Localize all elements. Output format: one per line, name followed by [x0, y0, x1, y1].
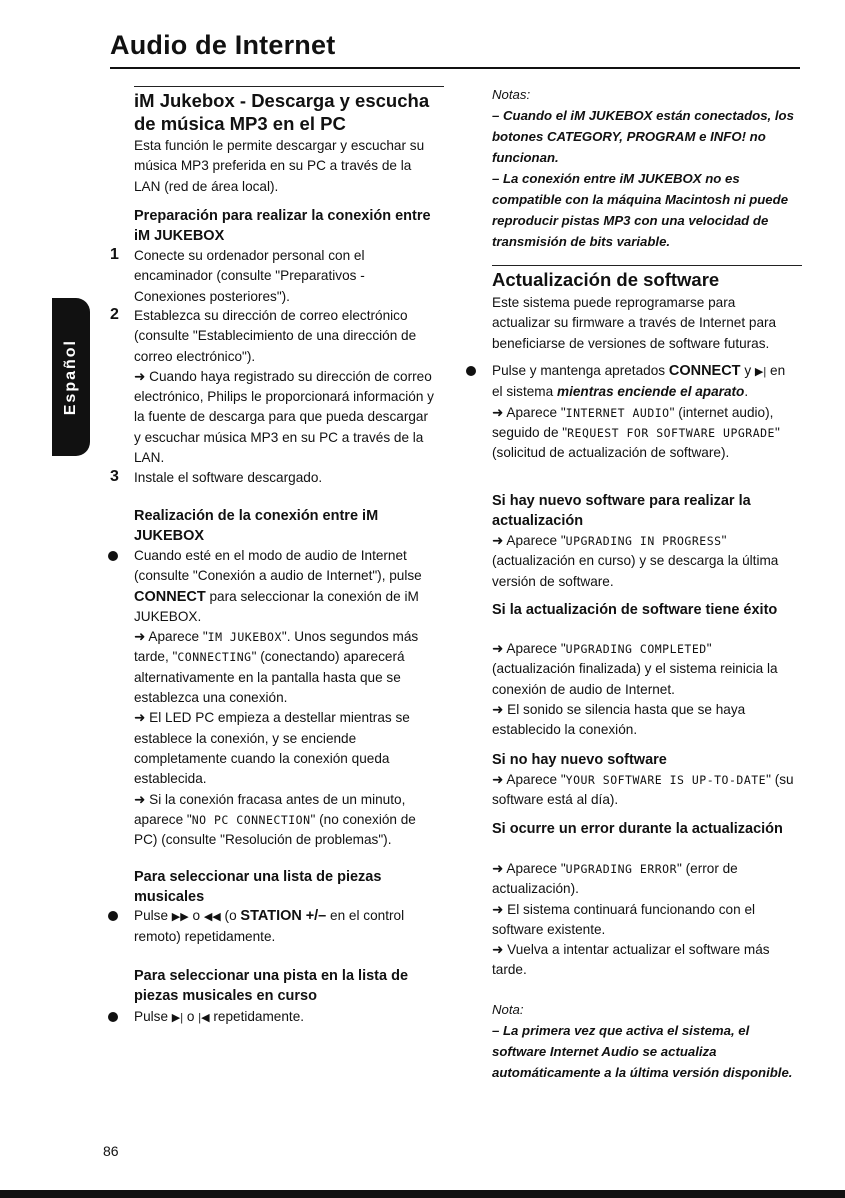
- bullet-icon: [108, 1012, 118, 1022]
- playlist-text: Pulse: [134, 908, 169, 923]
- plus-minus-key: +/–: [305, 908, 327, 924]
- new-sw-text: [492, 531, 797, 592]
- bullet-icon: [108, 551, 118, 561]
- lcd-text: CONNECTING: [177, 650, 252, 665]
- new-sw-title: Si hay nuevo software para realizar la actualización: [492, 493, 751, 529]
- error-text: " (error de actualización).: [492, 861, 738, 897]
- jukebox-heading: iM Jukebox - Descarga y escucha de música MP3 en el PC: [134, 90, 430, 134]
- step-subtext: Cuando haya registrado su dirección de correo electrónico, Philips le proporcionará información y la fuente de descarga para que pueda descargar y escuchar música MP3 en su PC a través de la LAN.: [134, 368, 434, 466]
- bottom-bar: [0, 1190, 845, 1198]
- connect-key: CONNECT: [668, 363, 741, 379]
- update-text: y: [744, 363, 752, 378]
- conn-sub-text: ". Unos segundos más tarde, ": [134, 629, 419, 665]
- playlist-text: (o: [224, 908, 237, 923]
- fast-forward-icon: ▶▶: [171, 911, 189, 923]
- step-text: Instale el software descargado.: [134, 470, 323, 485]
- track-title: Para seleccionar una pista en la lista de piezas musicales en curso: [134, 968, 409, 1004]
- no-sw-title: Si no hay nuevo software: [492, 752, 667, 768]
- jukebox-intro: Esta función le permite descargar y escuchar su música MP3 preferida en su PC a través de la LAN (red de área local).: [134, 138, 425, 194]
- note-item: – Cuando el iM JUKEBOX están conectados, los botones CATEGORY, PROGRAM e INFO! no funcionan.: [492, 108, 794, 165]
- connect-key: CONNECT: [134, 588, 206, 605]
- arrow-icon: ➜: [492, 641, 504, 656]
- no-sw-sub: Aparece ": [506, 772, 566, 787]
- success-title: Si la actualización de software tiene éxito: [492, 602, 778, 618]
- lcd-text: UPGRADING ERROR: [565, 862, 678, 876]
- conn-sub-text: El LED PC empieza a destellar mientras se establece la conexión, y se enciende completamente cuando la conexión queda establecida.: [134, 710, 410, 787]
- note-item: – La conexión entre iM JUKEBOX no es compatible con la máquina Macintosh ni puede reproducir pistas MP3 con una velocidad de transmisión de bits variable.: [492, 171, 789, 249]
- error-text: El sistema continuará funcionando con el software existente.: [492, 901, 756, 937]
- error-text: Aparece ": [506, 861, 566, 876]
- prep-step-2: [110, 306, 434, 468]
- page-title: Audio de Internet: [110, 30, 336, 60]
- track-text: o: [186, 1009, 195, 1024]
- new-sw-sub: Aparece ": [506, 533, 566, 548]
- update-sub-text: Aparece ": [506, 404, 566, 420]
- note2-text: – La primera vez que activa el sistema, el software Internet Audio se actualiza automáticamente a la última versión disponible.: [492, 1023, 793, 1080]
- lcd-text: UPGRADING COMPLETED: [565, 642, 707, 656]
- arrow-icon: ➜: [492, 901, 504, 917]
- arrow-icon: ➜: [492, 772, 504, 787]
- step-number: 3: [110, 468, 119, 485]
- track-text: Pulse: [134, 1009, 169, 1024]
- update-text: en el sistema: [492, 363, 786, 400]
- arrow-icon: ➜: [492, 861, 504, 876]
- arrow-icon: ➜: [134, 710, 146, 726]
- title-divider: [110, 67, 800, 69]
- section-divider: [492, 265, 802, 266]
- step-number: 2: [110, 306, 119, 323]
- step-text: Establezca su dirección de correo electrónico (consulte "Establecimiento de una dirección de correo electrónico").: [134, 308, 417, 364]
- previous-track-icon: |◀: [198, 1012, 210, 1024]
- step-number: 1: [110, 246, 119, 263]
- lcd-text: INTERNET AUDIO: [565, 405, 670, 420]
- playlist-text: o: [192, 908, 201, 923]
- station-key: STATION: [240, 908, 302, 924]
- language-tab: [52, 298, 90, 456]
- new-sw-sub: " (actualización en curso) y se descarga la última versión de software.: [492, 533, 779, 589]
- success-block: [492, 639, 797, 740]
- error-title: Si ocurre un error durante la actualización: [492, 821, 783, 837]
- update-heading: Actualización de software: [492, 269, 720, 290]
- error-text: Vuelva a intentar actualizar el software más tarde.: [492, 942, 770, 978]
- lcd-text: REQUEST FOR SOFTWARE UPGRADE: [567, 425, 775, 440]
- success-text: " (actualización finalizada) y el sistema reinicia la conexión de audio de Internet.: [492, 641, 778, 697]
- arrow-icon: ➜: [134, 629, 146, 645]
- lcd-text: UPGRADING IN PROGRESS: [565, 534, 722, 548]
- update-text: Pulse y mantenga apretados: [492, 363, 666, 378]
- arrow-icon: ➜: [492, 533, 504, 548]
- conn-sub-text: Si la conexión fracasa antes de un minuto, aparece ": [134, 791, 406, 827]
- arrow-icon: ➜: [492, 701, 504, 717]
- note2-block: [492, 999, 802, 1083]
- lcd-text: IM JUKEBOX: [207, 630, 282, 645]
- lcd-text: YOUR SOFTWARE IS UP-TO-DATE: [565, 773, 767, 787]
- rewind-icon: ◀◀: [203, 911, 221, 923]
- conn-sub-text: Aparece ": [148, 629, 208, 645]
- note2-heading: Nota:: [492, 1002, 524, 1017]
- lcd-text: NO PC CONNECTION: [191, 812, 311, 827]
- prep-title: Preparación para realizar la conexión entre iM JUKEBOX: [134, 208, 431, 244]
- next-track-icon: ▶|: [171, 1012, 184, 1024]
- arrow-icon: ➜: [492, 942, 504, 958]
- conn-item: [134, 546, 434, 850]
- playlist-text: en el control remoto) repetidamente.: [134, 908, 405, 945]
- playlist-title: Para seleccionar una lista de piezas musicales: [134, 869, 382, 905]
- prep-step-1: [110, 246, 434, 307]
- track-item: [134, 1007, 434, 1028]
- language-tab-label: Español: [62, 338, 79, 416]
- prep-step-3: [110, 468, 434, 488]
- conn-sub-text: " (no conexión de PC) (consulte "Resolución de problemas").: [134, 811, 416, 848]
- arrow-icon: ➜: [134, 368, 146, 384]
- error-block: [492, 859, 797, 981]
- update-item: Pulse y mantenga apretados CONNECT y ▶| en el sistema mientras enciende el aparato. ➜ Aparece "INTERNET AUDIO" (internet audio), seguido de "REQUEST FOR SOFTWARE UPGRADE" (solicitud de actualización de software).: [492, 361, 797, 463]
- notes-block: [492, 84, 802, 252]
- notes-heading: Notas:: [492, 87, 531, 102]
- update-sub-text: " (solicitud de actualización de software).: [492, 424, 780, 461]
- success-text: Aparece ": [506, 641, 566, 656]
- next-track-icon: ▶|: [754, 366, 767, 378]
- track-text: repetidamente.: [213, 1009, 305, 1024]
- update-intro: Este sistema puede reprogramarse para actualizar su firmware a través de Internet para beneficiarse de versiones de software futuras.: [492, 295, 777, 351]
- conn-title: Realización de la conexión entre iM JUKEBOX: [134, 508, 379, 544]
- no-sw-sub: " (su software está al día).: [492, 772, 794, 808]
- update-sub-text: " (internet audio), seguido de ": [492, 404, 774, 440]
- success-text: El sonido se silencia hasta que se haya establecido la conexión.: [492, 701, 746, 738]
- bullet-icon: [108, 911, 118, 921]
- bullet-icon: [466, 366, 476, 376]
- section-divider: [134, 86, 444, 87]
- conn-sub-text: " (conectando) aparecerá alternativamente en la pantalla hasta que se establezca una conexión.: [134, 649, 405, 706]
- no-sw-text: [492, 770, 797, 811]
- page-number: 86: [103, 1143, 119, 1159]
- update-emphasis: mientras enciende el aparato: [556, 384, 745, 400]
- arrow-icon: ➜: [134, 791, 146, 807]
- step-text: Conecte su ordenador personal con el encaminador (consulte "Preparativos - Conexiones posteriores").: [134, 248, 365, 304]
- conn-text: Cuando esté en el modo de audio de Internet (consulte "Conexión a audio de Internet"), pulse: [134, 548, 422, 584]
- conn-text: para seleccionar la conexión de iM JUKEBOX.: [134, 588, 419, 624]
- playlist-item: [134, 906, 434, 948]
- arrow-icon: ➜: [492, 404, 504, 420]
